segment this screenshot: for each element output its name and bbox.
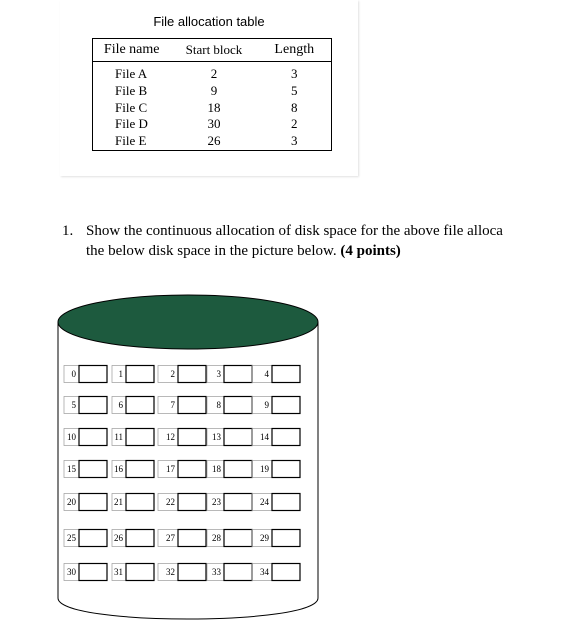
block-box-24[interactable]	[272, 494, 300, 511]
block-label: 7	[170, 400, 175, 410]
block-box-9[interactable]	[272, 397, 300, 414]
block-label: 10	[67, 432, 76, 442]
block-box-26[interactable]	[126, 530, 154, 547]
block-label: 5	[71, 400, 76, 410]
disk-top	[58, 295, 318, 349]
header-length: Length	[258, 39, 332, 62]
file-name-cell: File E	[115, 133, 147, 149]
block-label: 12	[166, 432, 175, 442]
block-box-0[interactable]	[79, 366, 107, 383]
block-box-33[interactable]	[224, 564, 252, 581]
block-label: 16	[114, 464, 123, 474]
block-box-25[interactable]	[79, 530, 107, 547]
block-label: 18	[212, 464, 221, 474]
length-cell: 5	[291, 82, 298, 98]
block-box-17[interactable]	[178, 461, 206, 478]
block-box-23[interactable]	[224, 494, 252, 511]
question-line-1: Show the continuous allocation of disk space for the above file alloca	[86, 223, 503, 239]
block-label: 2	[170, 369, 175, 379]
block-box-11[interactable]	[126, 429, 154, 446]
start-block-cell: 9	[210, 82, 218, 98]
question-points: (4 points)	[340, 243, 401, 259]
block-box-3[interactable]	[224, 366, 252, 383]
table-caption: File allocation table	[153, 14, 265, 29]
block-box-34[interactable]	[272, 564, 300, 581]
question-line-2-text: the below disk space in the picture below.	[86, 243, 337, 259]
block-label: 31	[114, 567, 123, 577]
block-box-22[interactable]	[178, 494, 206, 511]
length-cell: 8	[291, 99, 298, 115]
file-name-cell: File C	[115, 99, 148, 115]
block-box-4[interactable]	[272, 366, 300, 383]
block-box-20[interactable]	[79, 494, 107, 511]
block-box-32[interactable]	[178, 564, 206, 581]
block-label: 21	[114, 497, 123, 507]
length-cell: 3	[291, 66, 298, 81]
block-label: 32	[166, 567, 175, 577]
block-label: 6	[118, 400, 123, 410]
block-box-27[interactable]	[178, 530, 206, 547]
block-label: 1	[118, 369, 123, 379]
block-box-2[interactable]	[178, 366, 206, 383]
block-label: 27	[166, 533, 175, 543]
start-block-cell: 18	[207, 99, 221, 115]
block-label: 23	[212, 497, 221, 507]
start-block-cell: 26	[207, 133, 221, 149]
block-box-16[interactable]	[126, 461, 154, 478]
block-label: 4	[264, 369, 269, 379]
block-box-6[interactable]	[126, 397, 154, 414]
block-box-5[interactable]	[79, 397, 107, 414]
block-label: 11	[114, 432, 123, 442]
block-box-21[interactable]	[126, 494, 154, 511]
block-label: 9	[264, 400, 269, 410]
block-label: 25	[67, 533, 76, 543]
block-box-8[interactable]	[224, 397, 252, 414]
block-box-13[interactable]	[224, 429, 252, 446]
block-box-14[interactable]	[272, 429, 300, 446]
block-label: 15	[67, 464, 76, 474]
block-label: 8	[216, 400, 221, 410]
block-label: 13	[212, 432, 221, 442]
block-label: 28	[212, 533, 221, 543]
start-block-cell: 2	[210, 66, 218, 81]
block-label: 34	[260, 567, 269, 577]
block-label: 3	[216, 369, 221, 379]
length-cell: 3	[291, 133, 298, 149]
block-label: 0	[71, 369, 76, 379]
block-box-1[interactable]	[126, 366, 154, 383]
file-name-cell: File A	[115, 66, 148, 81]
block-label: 30	[67, 567, 76, 577]
block-box-15[interactable]	[79, 461, 107, 478]
block-box-28[interactable]	[224, 530, 252, 547]
length-cell: 2	[291, 116, 298, 132]
block-label: 17	[166, 464, 175, 474]
block-box-18[interactable]	[224, 461, 252, 478]
block-box-7[interactable]	[178, 397, 206, 414]
block-label: 33	[212, 567, 221, 577]
file-name-cell: File D	[115, 116, 148, 132]
block-box-10[interactable]	[79, 429, 107, 446]
block-label: 26	[114, 533, 123, 543]
block-label: 19	[260, 464, 269, 474]
header-file-name: File name	[93, 39, 171, 62]
block-box-30[interactable]	[79, 564, 107, 581]
block-label: 20	[67, 497, 76, 507]
block-box-29[interactable]	[272, 530, 300, 547]
block-label: 29	[260, 533, 269, 543]
block-box-19[interactable]	[272, 461, 300, 478]
file-name-cell: File B	[115, 82, 148, 98]
start-block-cell: 30	[207, 116, 221, 132]
block-label: 22	[166, 497, 175, 507]
block-label: 14	[260, 432, 269, 442]
block-label: 24	[260, 497, 269, 507]
block-box-12[interactable]	[178, 429, 206, 446]
question-number: 1.	[62, 223, 74, 239]
block-box-31[interactable]	[126, 564, 154, 581]
header-start-block: Start block	[170, 39, 257, 62]
